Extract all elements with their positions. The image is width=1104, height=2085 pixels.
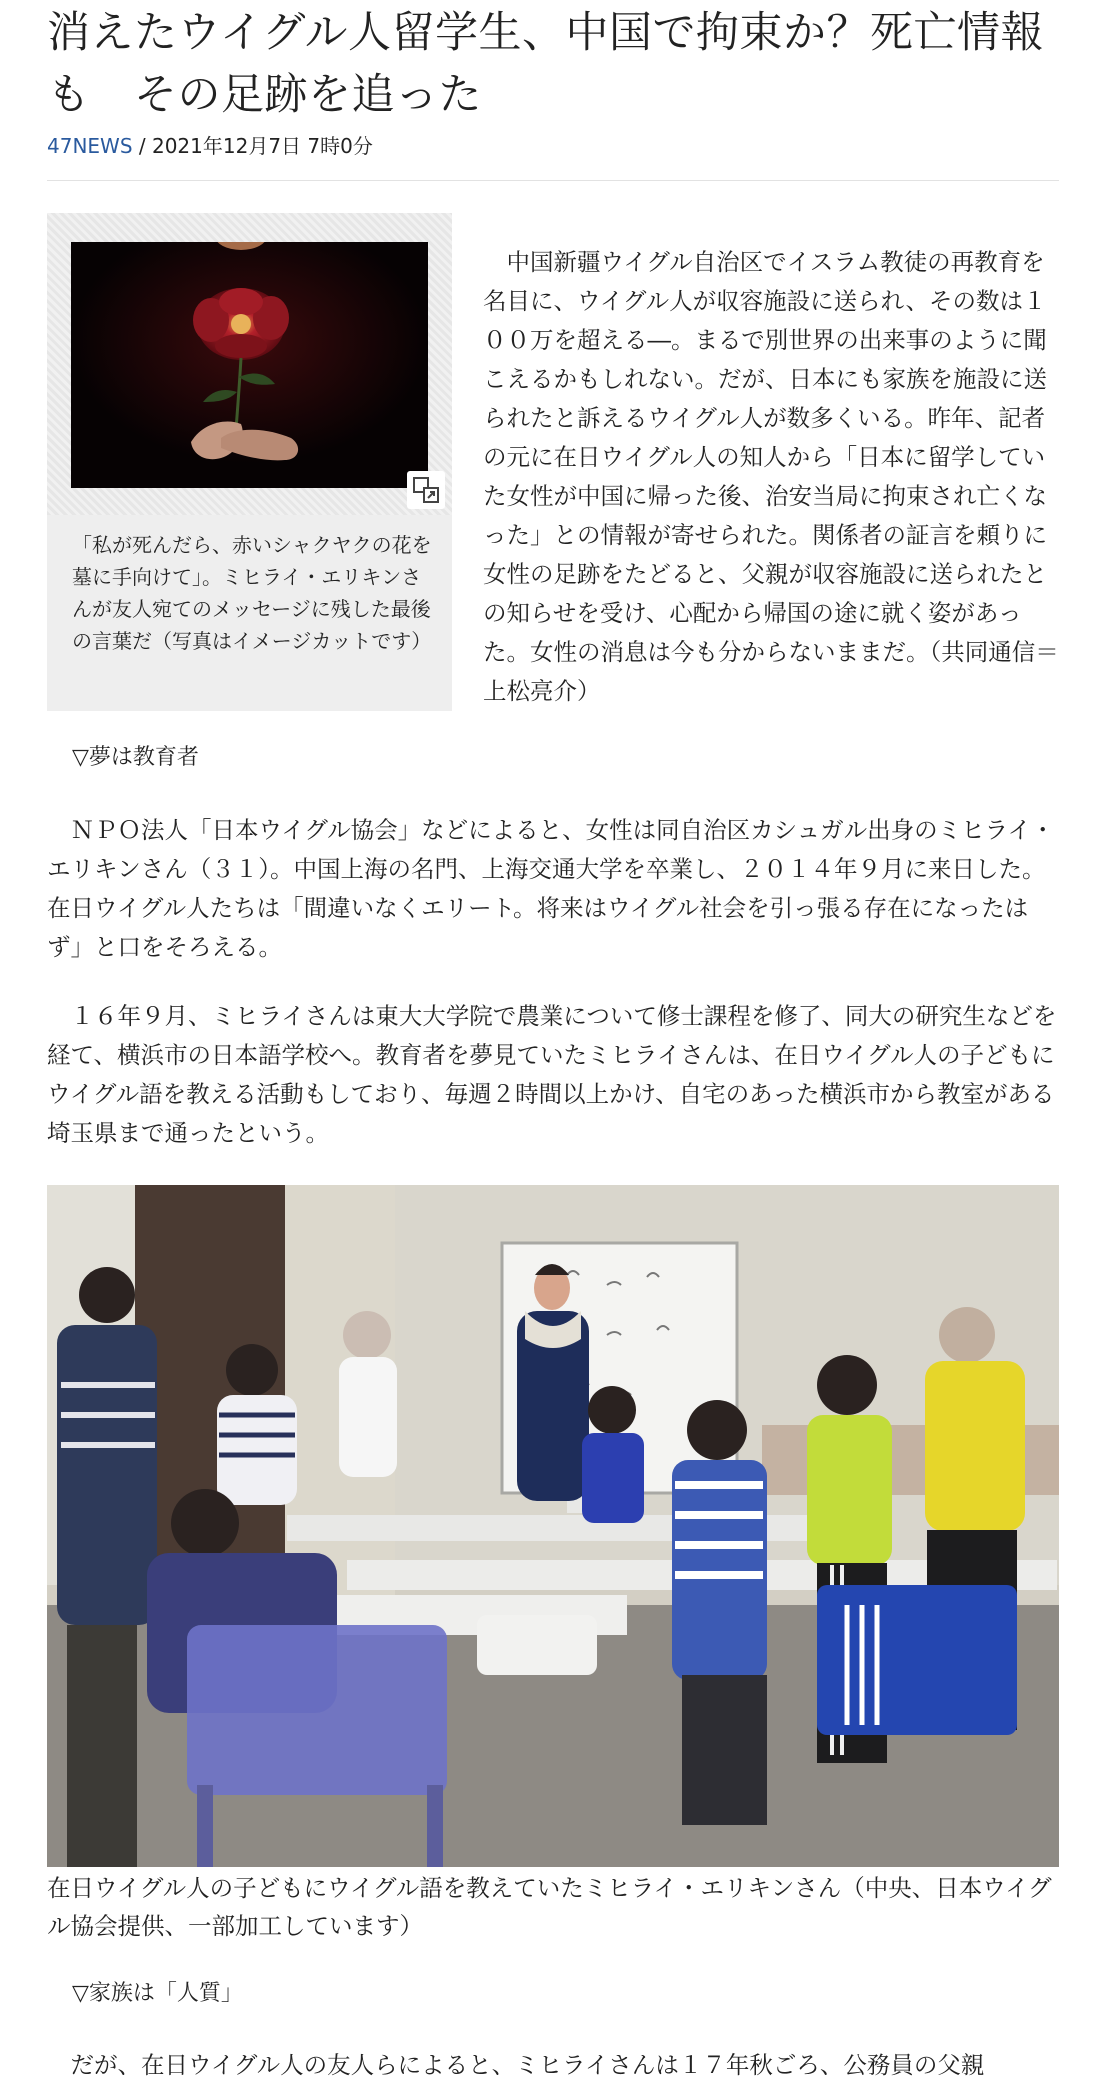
expand-image-button[interactable] (407, 471, 445, 509)
peony-photo[interactable] (71, 242, 428, 488)
classroom-illustration (47, 1185, 1059, 1867)
source-link[interactable]: 47NEWS (47, 134, 133, 158)
lead-figure-caption: 「私が死んだら、赤いシャクヤクの花を墓に手向けて」。ミヒライ・エリキンさんが友人宛てのメッセージに残した最後の言葉だ（写真はイメージカットです） (72, 533, 432, 653)
expand-image-icon (411, 475, 441, 505)
meta-separator: / (132, 134, 152, 158)
peony-illustration (71, 242, 428, 488)
section-heading-hostage: ▽家族は「人質」 (72, 1981, 243, 2006)
article-headline: 消えたウイグル人留学生、中国で拘束か？死亡情報も その足跡を追った (47, 8, 1045, 120)
section-heading-dream: ▽夢は教育者 (72, 745, 199, 770)
body-paragraph: ＮＰＯ法人「日本ウイグル協会」などによると、女性は同自治区カシュガル出身のミヒライ・エリキンさん（３１）。中国上海の名門、上海交通大学を卒業し、２０１４年９月に来日した。在日ウイグル人たちは「間違いなくエリート。将来はウイグル社会を引っ張る存在になったはず」と口をそろえる。 (47, 816, 1055, 961)
publish-date: 2021年12月7日 7時0分 (151, 134, 373, 158)
article-meta (47, 132, 1059, 160)
body-paragraph: １６年９月、ミヒライさんは東大大学院で農業について修士課程を修了、同大の研究生などを経て、横浜市の日本語学校へ。教育者を夢見ていたミヒライさんは、在日ウイグル人の子どもにウイグル語を教える活動もしており、毎週２時間以上かけ、自宅のあった横浜市から教室がある埼玉県まで通ったという。 (47, 1002, 1057, 1147)
header-divider (47, 180, 1059, 181)
classroom-photo-caption: 在日ウイグル人の子どもにウイグル語を教えていたミヒライ・エリキンさん（中央、日本ウイグル協会提供、一部加工しています） (47, 1874, 1052, 1940)
classroom-photo[interactable] (47, 1185, 1059, 1867)
lead-figure (47, 213, 452, 711)
lead-section (47, 213, 1059, 713)
lead-paragraph: 中国新疆ウイグル自治区でイスラム教徒の再教育を名目に、ウイグル人が収容施設に送られ、その数は１００万を超える―。まるで別世界の出来事のように聞こえるかもしれない。だが、日本にも家族を施設に送られたと訴えるウイグル人が数多くいる。昨年、記者の元に在日ウイグル人の知人から「日本に留学していた女性が中国に帰った後、治安当局に拘束され亡くなった」との情報が寄せられた。関係者の証言を頼りに女性の足跡をたどると、父親が収容施設に送られたとの知らせを受け、心配から帰国の途に就く姿があった。女性の消息は今も分からないままだ。（共同通信＝上松亮介） (483, 248, 1059, 705)
lead-figure-frame (47, 213, 452, 515)
article (47, 0, 1059, 2079)
body-paragraph: だが、在日ウイグル人の友人らによると、ミヒライさんは１７年秋ごろ、公務員の父親 (47, 2051, 985, 2079)
